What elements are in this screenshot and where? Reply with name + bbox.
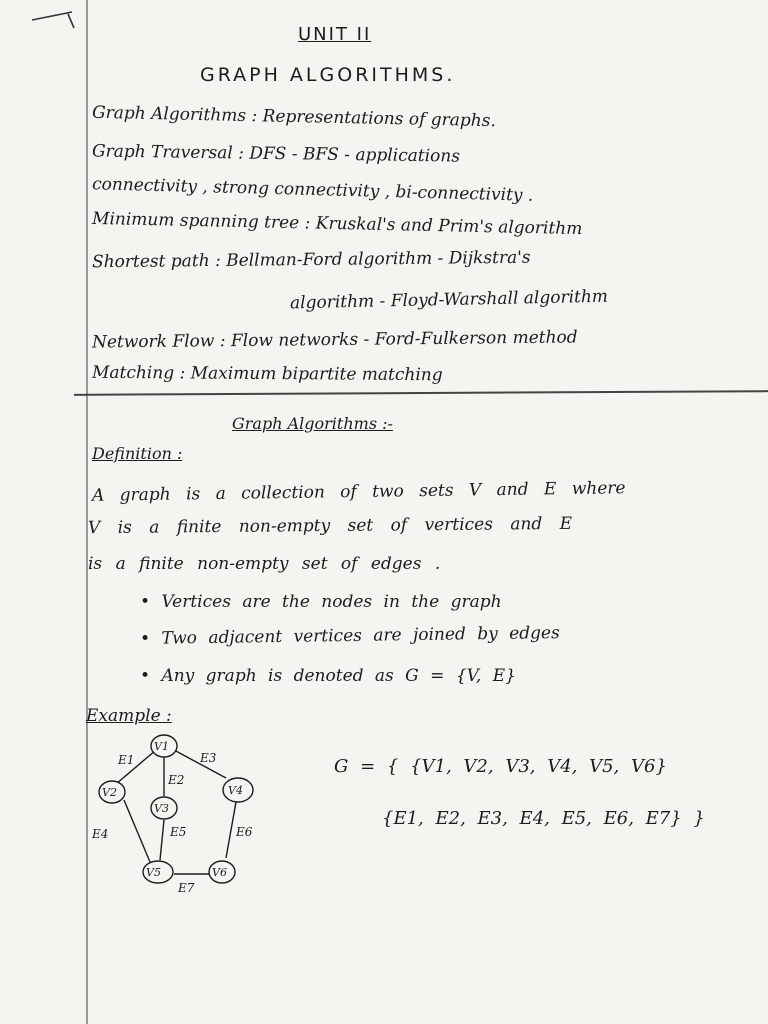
edge-e2-label: E2	[168, 773, 185, 787]
syllabus-line-4: Minimum spanning tree : Kruskal's and Prim's algorithm	[91, 208, 583, 240]
vertex-v1-label: V1	[154, 740, 169, 753]
vertex-v3-label: V3	[154, 802, 169, 815]
syllabus-line-3: connectivity , strong connectivity , bi-connectivity .	[91, 174, 534, 206]
bullet-1-text: Vertices are the nodes in the graph	[161, 592, 502, 612]
syllabus-line-7: Network Flow : Flow networks - Ford-Fulkerson method	[91, 327, 578, 353]
syllabus-line-6: algorithm - Floyd-Warshall algorithm	[289, 286, 609, 314]
vertex-set: G = { {V1, V2, V3, V4, V5, V6}	[334, 756, 667, 777]
edge-e4	[124, 800, 150, 862]
unit-heading: UNIT II	[298, 24, 372, 45]
syllabus-line-2: Graph Traversal : DFS - BFS - applications	[91, 141, 461, 167]
syllabus-line-5: Shortest path : Bellman-Ford algorithm - Dijkstra's	[91, 247, 531, 273]
syllabus-line-1: Graph Algorithms : Representations of graphs.	[91, 102, 497, 132]
edge-e5	[160, 820, 164, 860]
definition-label: Definition :	[92, 444, 183, 463]
vertex-v2-label: V2	[102, 786, 117, 799]
example-graph	[80, 728, 280, 898]
edge-set: {E1, E2, E3, E4, E5, E6, E7} }	[382, 808, 705, 829]
vertex-v6-label: V6	[212, 866, 227, 879]
vertex-v4-label: V4	[228, 784, 243, 797]
bullet-3-text: Any graph is denoted as G = {V, E}	[161, 666, 516, 686]
edge-e3-label: E3	[200, 751, 217, 765]
edge-e1-label: E1	[118, 753, 135, 767]
tick-mark-icon	[28, 6, 78, 32]
page-title: GRAPH ALGORITHMS.	[200, 64, 456, 86]
edge-e7-label: E7	[178, 881, 195, 895]
edge-e6	[226, 802, 236, 858]
definition-line-1: A graph is a collection of two sets V and E where	[91, 478, 626, 506]
definition-line-2: V is a finite non-empty set of vertices and E	[87, 513, 573, 539]
edge-e4-label: E4	[92, 827, 109, 841]
edge-e6-label: E6	[236, 825, 253, 839]
bullet-2: • Two adjacent vertices are joined by edges	[139, 623, 560, 649]
definition-line-3: is a finite non-empty set of edges .	[88, 554, 441, 574]
bullet-2-text: Two adjacent vertices are joined by edges	[161, 623, 560, 649]
edge-e5-label: E5	[170, 825, 187, 839]
bullet-3: • Any graph is denoted as G = {V, E}	[140, 666, 516, 686]
example-label: Example :	[86, 706, 172, 726]
section-heading: Graph Algorithms :-	[232, 414, 393, 433]
syllabus-line-8: Matching : Maximum bipartite matching	[91, 362, 443, 386]
bullet-1: • Vertices are the nodes in the graph	[140, 592, 502, 612]
vertex-v5-label: V5	[146, 866, 161, 879]
